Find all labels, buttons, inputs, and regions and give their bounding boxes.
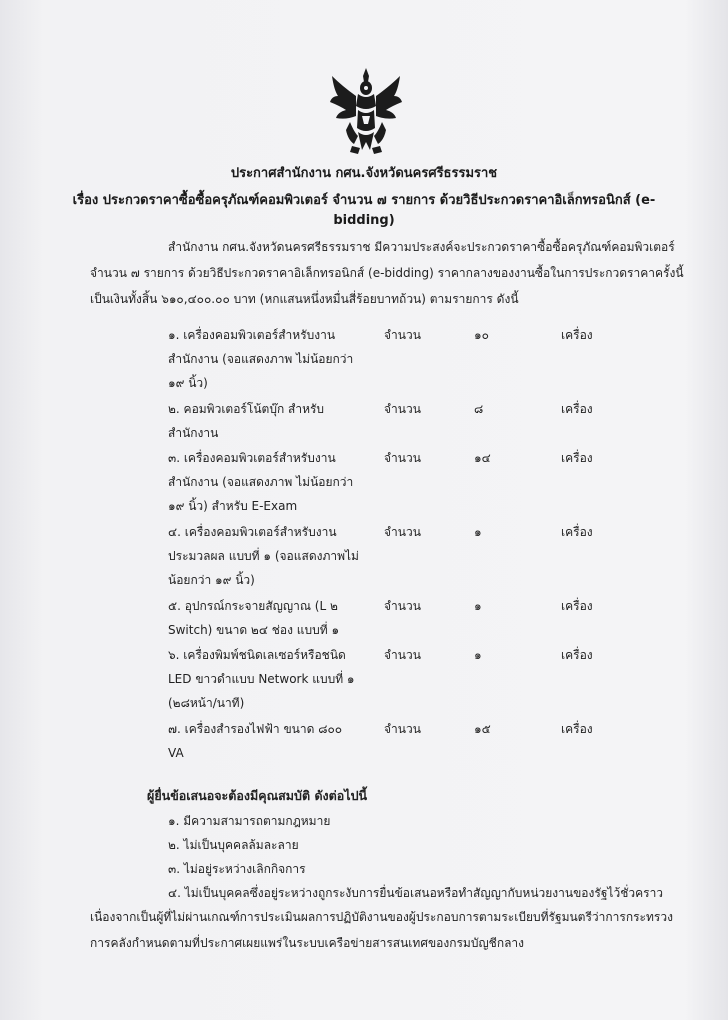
qualifications-heading: ผู้ยื่นข้อเสนอจะต้องมีคุณสมบัติ ดังต่อไปนี้ xyxy=(147,788,368,803)
qualification-item: ๓. ไม่อยู่ระหว่างเลิกกิจการ xyxy=(168,862,306,876)
item-unit: เครื่อง xyxy=(561,402,593,416)
item-row xyxy=(0,323,728,393)
item-name: ๖. เครื่องพิมพ์ชนิดเลเซอร์หรือชนิด LED ขาวดำแบบ Network แบบที่ ๑ (๒๘หน้า/นาที) xyxy=(168,648,355,710)
subject-line-2: bidding) xyxy=(333,213,395,228)
item-unit: เครื่อง xyxy=(561,648,593,662)
item-qty-label: จำนวน xyxy=(384,402,421,416)
qualification-item-4-line-2: เนื่องจากเป็นผู้ที่ไม่ผ่านเกณฑ์การประเมินผลการปฏิบัติงานของผู้ประกอบการตามระเบียบที่รัฐมนตรีว่าการกระทรวง xyxy=(90,910,673,924)
item-name: ๕. อุปกรณ์กระจายสัญญาณ (L ๒ Switch) ขนาด ๒๔ ช่อง แบบที่ ๑ xyxy=(168,599,340,637)
item-qty-label: จำนวน xyxy=(384,525,421,539)
qualification-item: ๒. ไม่เป็นบุคคลล้มละลาย xyxy=(168,838,299,852)
intro-line-3: เป็นเงินทั้งสิ้น ๖๑๐,๔๐๐.๐๐ บาท (หกแสนหนึ่งหมื่นสี่ร้อยบาทถ้วน) ตามรายการ ดังนี้ xyxy=(90,292,519,306)
item-unit: เครื่อง xyxy=(561,328,593,342)
item-qty: ๑๕ xyxy=(474,722,491,736)
item-unit: เครื่อง xyxy=(561,525,593,539)
item-qty: ๑ xyxy=(474,525,482,539)
item-unit: เครื่อง xyxy=(561,451,593,465)
item-name: ๒. คอมพิวเตอร์โน้ตบุ๊ก สำหรับ สำนักงาน xyxy=(168,402,325,440)
item-qty-label: จำนวน xyxy=(384,599,421,613)
item-qty: ๑ xyxy=(474,648,482,662)
item-row xyxy=(0,643,728,713)
item-qty-label: จำนวน xyxy=(384,451,421,465)
qualification-item-4-line-3: การคลังกำหนดตามที่ประกาศเผยแพร่ในระบบเครือข่ายสารสนเทศของกรมบัญชีกลาง xyxy=(90,936,525,950)
item-name: ๗. เครื่องสำรองไฟฟ้า ขนาด ๘๐๐ VA xyxy=(168,722,343,760)
subject-line-1: เรื่อง ประกวดราคาซื้อซื้อครุภัณฑ์คอมพิวเตอร์ จำนวน ๗ รายการ ด้วยวิธีประกวดราคาอิเล็กทรอนิกส์ (e- xyxy=(72,193,656,208)
item-qty: ๑๐ xyxy=(474,328,489,342)
announcement-title: ประกาศสำนักงาน กศน.จังหวัดนครศรีธรรมราช xyxy=(230,166,498,181)
item-qty: ๑๔ xyxy=(474,451,491,465)
item-name: ๔. เครื่องคอมพิวเตอร์สำหรับงาน ประมวลผล แบบที่ ๑ (จอแสดงภาพไม่ น้อยกว่า ๑๙ นิ้ว) xyxy=(168,525,359,587)
item-row xyxy=(0,717,728,787)
intro-line-1: สำนักงาน กศน.จังหวัดนครศรีธรรมราช มีความประสงค์จะประกวดราคาซื้อซื้อครุภัณฑ์คอมพิวเตอร์ xyxy=(168,240,675,254)
item-qty-label: จำนวน xyxy=(384,328,421,342)
garuda-emblem xyxy=(328,66,404,156)
qualification-item-4-line-1: ๔. ไม่เป็นบุคคลซึ่งอยู่ระหว่างถูกระงับการยื่นข้อเสนอหรือทำสัญญากับหน่วยงานของรัฐไว้ชั่วคราว xyxy=(168,886,664,900)
item-name: ๓. เครื่องคอมพิวเตอร์สำหรับงาน สำนักงาน (จอแสดงภาพ ไม่น้อยกว่า ๑๙ นิ้ว) สำหรับ E-Exam xyxy=(168,451,354,513)
item-unit: เครื่อง xyxy=(561,599,593,613)
item-qty-label: จำนวน xyxy=(384,648,421,662)
item-unit: เครื่อง xyxy=(561,722,593,736)
item-row xyxy=(0,446,728,516)
item-row xyxy=(0,520,728,590)
item-qty-label: จำนวน xyxy=(384,722,421,736)
item-qty: ๑ xyxy=(474,599,482,613)
qualification-item: ๑. มีความสามารถตามกฎหมาย xyxy=(168,814,331,828)
item-qty: ๘ xyxy=(474,402,484,416)
item-name: ๑. เครื่องคอมพิวเตอร์สำหรับงาน สำนักงาน (จอแสดงภาพ ไม่น้อยกว่า ๑๙ นิ้ว) xyxy=(168,328,354,390)
intro-line-2: จำนวน ๗ รายการ ด้วยวิธีประกวดราคาอิเล็กทรอนิกส์ (e-bidding) ราคากลางของงานซื้อในการประกวดราคาครั้งนี้ xyxy=(90,266,684,280)
